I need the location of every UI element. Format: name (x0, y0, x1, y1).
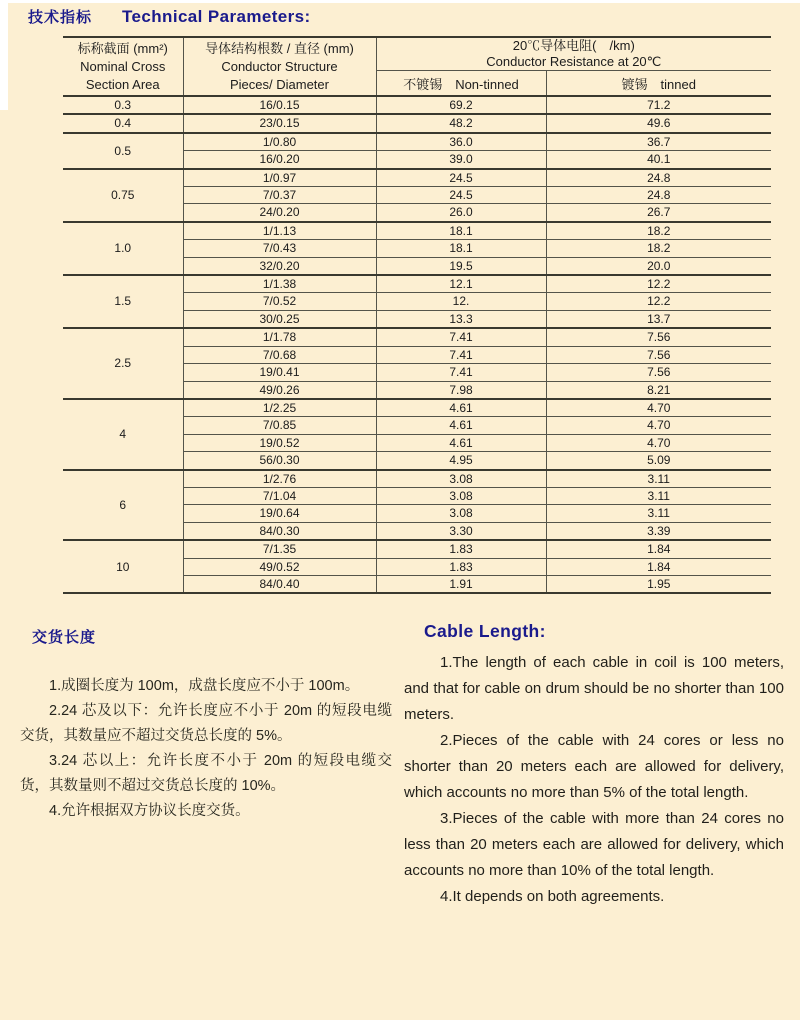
cell-conductor-structure: 84/0.40 (183, 575, 376, 593)
cell-resistance-non-tinned: 4.61 (376, 399, 546, 417)
cell-resistance-tinned: 7.56 (546, 346, 771, 363)
cell-conductor-structure: 1/1.13 (183, 222, 376, 240)
cell-resistance-tinned: 4.70 (546, 417, 771, 434)
cell-resistance-non-tinned: 12.1 (376, 275, 546, 293)
cell-conductor-structure: 1/0.80 (183, 133, 376, 151)
cell-nominal-section: 1.5 (63, 275, 183, 328)
table-row (63, 470, 771, 488)
cell-resistance-non-tinned: 19.5 (376, 257, 546, 275)
cell-resistance-non-tinned: 18.1 (376, 240, 546, 257)
cell-resistance-tinned: 26.7 (546, 204, 771, 222)
cell-conductor-structure: 19/0.41 (183, 364, 376, 381)
cell-resistance-tinned: 49.6 (546, 114, 771, 132)
cell-nominal-section: 10 (63, 540, 183, 593)
cell-resistance-tinned: 3.11 (546, 505, 771, 522)
cell-resistance-tinned: 8.21 (546, 381, 771, 399)
table-row (63, 133, 771, 151)
table-row (63, 399, 771, 417)
delivery-zh-item-3: 3.24 芯以上：允许长度不小于 20m 的短段电缆交货，其数量则不超过交货总长度的 10%。 (20, 753, 392, 794)
cell-resistance-tinned: 7.56 (546, 328, 771, 346)
cell-resistance-tinned: 36.7 (546, 133, 771, 151)
cell-conductor-structure: 19/0.52 (183, 434, 376, 451)
header-structure-zh: 导体结构根数 / 直径 (mm) (205, 40, 354, 56)
cell-resistance-tinned: 24.8 (546, 169, 771, 187)
delivery-length-heading-zh: 交货长度 (32, 629, 97, 646)
cell-resistance-tinned: 3.11 (546, 487, 771, 504)
table-row (63, 169, 771, 187)
scan-edge-top (0, 0, 800, 3)
page-title (28, 6, 311, 27)
cell-resistance-tinned: 4.70 (546, 399, 771, 417)
cell-resistance-non-tinned: 39.0 (376, 151, 546, 169)
table-row (63, 328, 771, 346)
cell-resistance-tinned: 71.2 (546, 96, 771, 114)
cell-resistance-tinned: 40.1 (546, 151, 771, 169)
cell-conductor-structure: 1/2.76 (183, 470, 376, 488)
table-row (63, 114, 771, 132)
table-row (63, 222, 771, 240)
scan-edge-left (0, 0, 8, 110)
header-resistance-en: Conductor Resistance at 20℃ (486, 54, 662, 69)
cell-conductor-structure: 1/1.78 (183, 328, 376, 346)
header-nominal-en2: Section Area (85, 76, 160, 92)
cell-resistance-tinned: 1.84 (546, 540, 771, 558)
cable-length-en-item-1: 1.The length of each cable in coil is 100 meters, and that for cable on drum should be no shorter than 100 meters. (404, 654, 784, 723)
cell-conductor-structure: 7/1.04 (183, 487, 376, 504)
header-nominal-en1: Nominal Cross (80, 58, 166, 74)
delivery-zh-item-4: 4.允许根据双方协议长度交货。 (49, 803, 250, 819)
header-conductor-structure (183, 37, 376, 96)
cell-conductor-structure: 49/0.26 (183, 381, 376, 399)
cell-resistance-non-tinned: 4.61 (376, 434, 546, 451)
cell-resistance-tinned: 3.11 (546, 470, 771, 488)
header-resistance-zh: 20℃导体电阻( /km) (512, 38, 635, 53)
cell-resistance-non-tinned: 13.3 (376, 310, 546, 328)
cell-resistance-non-tinned: 1.91 (376, 575, 546, 593)
page-title-zh: 技术指标 (28, 9, 93, 26)
cell-conductor-structure: 1/0.97 (183, 169, 376, 187)
cell-conductor-structure: 16/0.15 (183, 96, 376, 114)
header-nominal-cross-section (63, 37, 183, 96)
cell-nominal-section: 0.4 (63, 114, 183, 132)
cable-length-en-item-3: 3.Pieces of the cable with more than 24 cores no less than 20 meters each are allowed for delivery, which accounts no more than 10% of the total length. (404, 810, 784, 879)
cell-resistance-non-tinned: 69.2 (376, 96, 546, 114)
cell-resistance-non-tinned: 1.83 (376, 558, 546, 575)
table-header (63, 37, 771, 96)
cell-conductor-structure: 84/0.30 (183, 522, 376, 540)
cell-conductor-structure: 30/0.25 (183, 310, 376, 328)
cell-resistance-tinned: 7.56 (546, 364, 771, 381)
cell-resistance-tinned: 13.7 (546, 310, 771, 328)
delivery-zh-item-2: 2.24 芯及以下：允许长度应不小于 20m 的短段电缆交货，其数量应不超过交货总长度的 5%。 (20, 703, 392, 744)
cell-conductor-structure: 32/0.20 (183, 257, 376, 275)
cell-resistance-non-tinned: 7.41 (376, 328, 546, 346)
table-row (63, 540, 771, 558)
cell-conductor-structure: 19/0.64 (183, 505, 376, 522)
page-title-en: Technical Parameters: (122, 7, 311, 26)
cell-resistance-tinned: 24.8 (546, 187, 771, 204)
cell-conductor-structure: 7/0.52 (183, 293, 376, 310)
cell-nominal-section: 0.5 (63, 133, 183, 169)
cell-conductor-structure: 7/0.37 (183, 187, 376, 204)
cell-resistance-tinned: 1.84 (546, 558, 771, 575)
cell-resistance-tinned: 18.2 (546, 240, 771, 257)
cell-conductor-structure: 56/0.30 (183, 452, 376, 470)
cell-nominal-section: 4 (63, 399, 183, 470)
cell-resistance-non-tinned: 7.41 (376, 364, 546, 381)
cell-resistance-non-tinned: 1.83 (376, 540, 546, 558)
cell-nominal-section: 1.0 (63, 222, 183, 275)
cable-length-heading-en: Cable Length: (424, 621, 546, 641)
cell-conductor-structure: 1/2.25 (183, 399, 376, 417)
cell-resistance-tinned: 3.39 (546, 522, 771, 540)
cell-conductor-structure: 1/1.38 (183, 275, 376, 293)
cell-resistance-non-tinned: 18.1 (376, 222, 546, 240)
cell-resistance-non-tinned: 3.08 (376, 487, 546, 504)
cable-length-text-en (404, 650, 784, 910)
cell-resistance-non-tinned: 4.61 (376, 417, 546, 434)
cell-nominal-section: 2.5 (63, 328, 183, 399)
cell-resistance-non-tinned: 24.5 (376, 169, 546, 187)
delivery-zh-item-1: 1.成圈长度为 100m，成盘长度应不小于 100m。 (49, 678, 360, 694)
cell-resistance-non-tinned: 24.5 (376, 187, 546, 204)
cell-resistance-tinned: 4.70 (546, 434, 771, 451)
table-body (63, 96, 771, 593)
header-nominal-zh: 标称截面 (mm²) (77, 40, 168, 56)
cell-resistance-non-tinned: 4.95 (376, 452, 546, 470)
cable-length-en-item-4: 4.It depends on both agreements. (440, 888, 665, 905)
cell-conductor-structure: 7/0.68 (183, 346, 376, 363)
cell-resistance-tinned: 5.09 (546, 452, 771, 470)
cell-resistance-non-tinned: 36.0 (376, 133, 546, 151)
cell-conductor-structure: 16/0.20 (183, 151, 376, 169)
cell-resistance-tinned: 18.2 (546, 222, 771, 240)
cell-resistance-tinned: 12.2 (546, 275, 771, 293)
cell-resistance-non-tinned: 7.98 (376, 381, 546, 399)
cell-resistance-non-tinned: 7.41 (376, 346, 546, 363)
cell-resistance-tinned: 20.0 (546, 257, 771, 275)
cell-nominal-section: 6 (63, 470, 183, 541)
cell-conductor-structure: 7/0.43 (183, 240, 376, 257)
cell-resistance-non-tinned: 3.30 (376, 522, 546, 540)
delivery-length-text-zh (20, 674, 392, 824)
header-tinned: 镀锡 tinned (546, 71, 771, 97)
cell-resistance-non-tinned: 26.0 (376, 204, 546, 222)
header-conductor-resistance (376, 37, 771, 71)
table-row (63, 275, 771, 293)
cell-resistance-tinned: 1.95 (546, 575, 771, 593)
technical-parameters-table (63, 36, 771, 594)
cell-conductor-structure: 24/0.20 (183, 204, 376, 222)
cell-conductor-structure: 49/0.52 (183, 558, 376, 575)
cell-resistance-tinned: 12.2 (546, 293, 771, 310)
cell-resistance-non-tinned: 48.2 (376, 114, 546, 132)
table-row (63, 96, 771, 114)
header-non-tinned: 不镀锡 Non-tinned (376, 71, 546, 97)
cell-resistance-non-tinned: 12. (376, 293, 546, 310)
cell-nominal-section: 0.3 (63, 96, 183, 114)
cell-resistance-non-tinned: 3.08 (376, 505, 546, 522)
header-structure-en1: Conductor Structure (221, 58, 338, 74)
cell-conductor-structure: 23/0.15 (183, 114, 376, 132)
cell-conductor-structure: 7/0.85 (183, 417, 376, 434)
header-structure-en2: Pieces/ Diameter (230, 76, 329, 92)
cell-conductor-structure: 7/1.35 (183, 540, 376, 558)
cable-length-en-item-2: 2.Pieces of the cable with 24 cores or less no shorter than 20 meters each are allowed for delivery, which accounts no more than 5% of the total length. (404, 732, 784, 801)
cell-resistance-non-tinned: 3.08 (376, 470, 546, 488)
cell-nominal-section: 0.75 (63, 169, 183, 222)
